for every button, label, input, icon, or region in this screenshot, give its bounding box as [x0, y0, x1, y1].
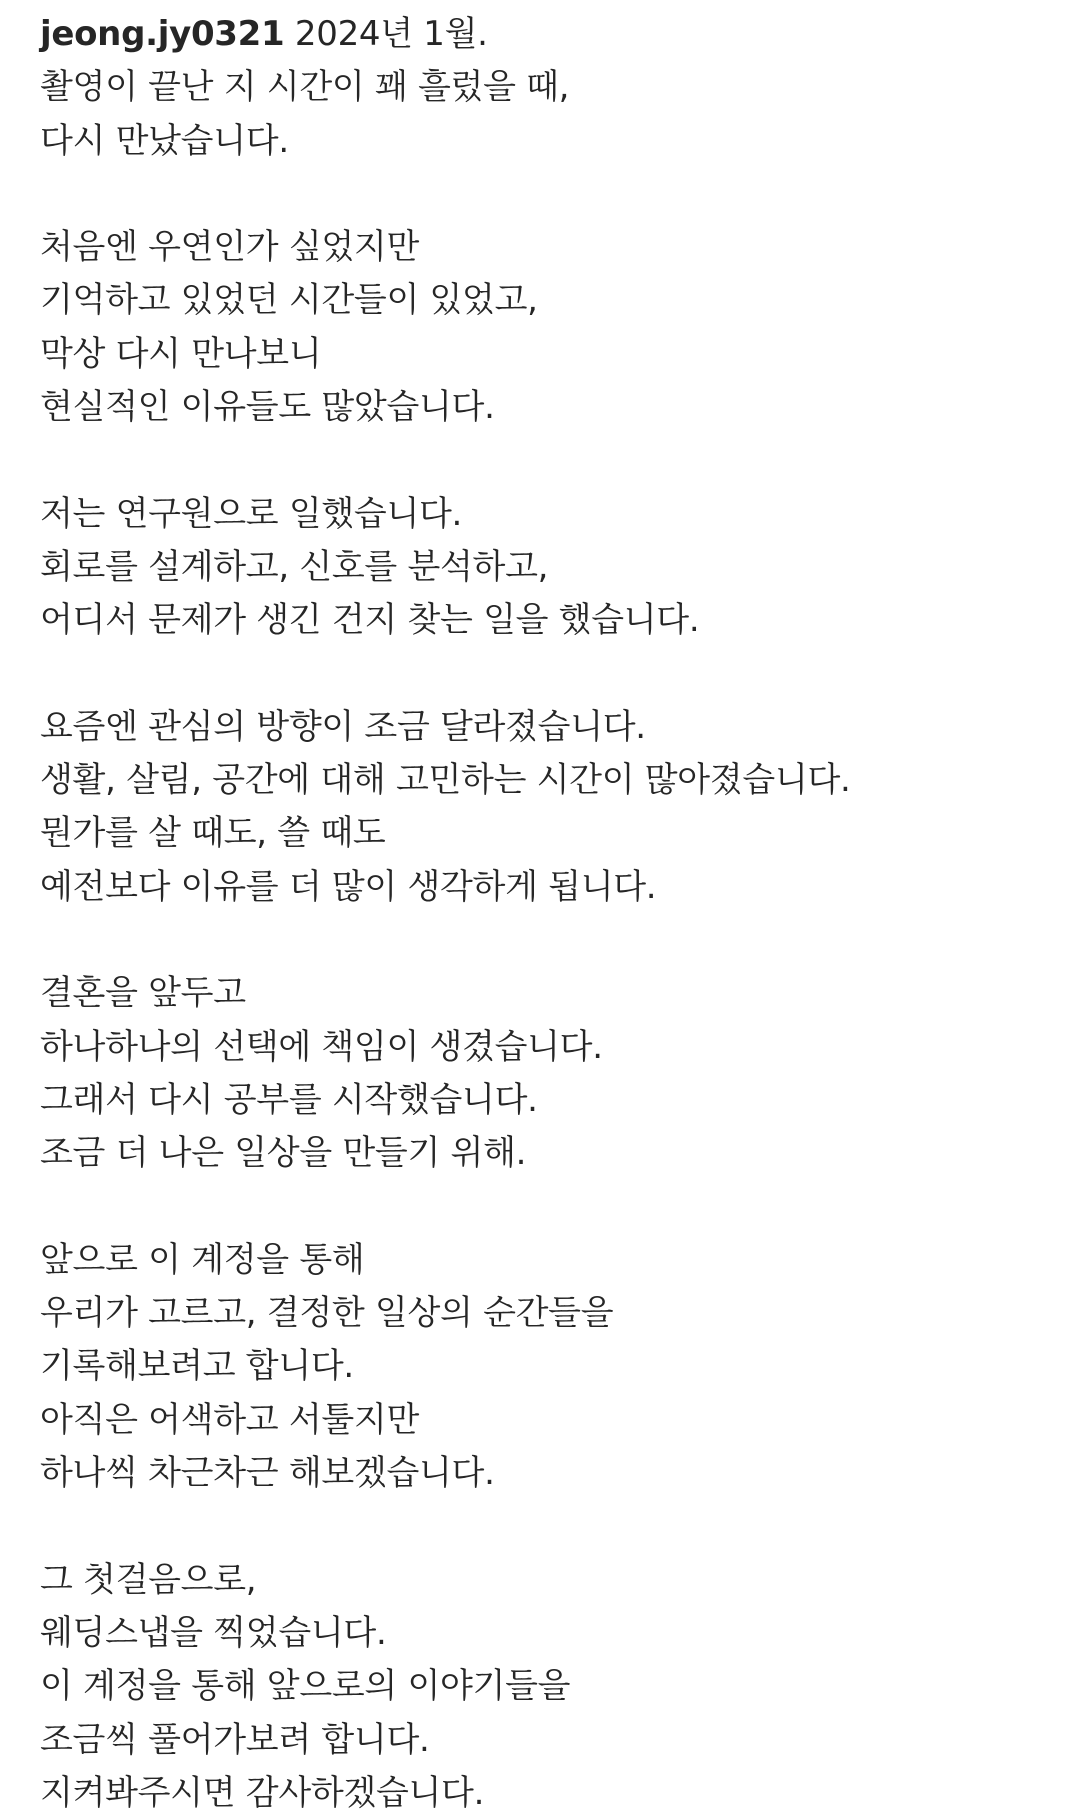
- caption-text-line: 그 첫걸음으로,: [40, 1559, 257, 1600]
- caption-text-line: 조금씩 풀어가보려 합니다.: [40, 1719, 430, 1760]
- caption-text-line: 앞으로 이 계정을 통해: [40, 1239, 365, 1280]
- post-caption: [40, 8, 1060, 1820]
- caption-text-line: 하나씩 차근차근 해보겠습니다.: [40, 1453, 495, 1494]
- caption-text-line: 막상 다시 만나보니: [40, 333, 322, 374]
- caption-text-line: 저는 연구원으로 일했습니다.: [40, 493, 463, 534]
- paragraph-gap: [40, 914, 1060, 967]
- caption-text-line: 촬영이 끝난 지 시간이 꽤 흘렀을 때,: [40, 67, 570, 108]
- caption-text-line: 생활, 살림, 공간에 대해 고민하는 시간이 많아졌습니다.: [40, 760, 851, 801]
- caption-text-line: 아직은 어색하고 서툴지만: [40, 1399, 419, 1440]
- caption-first-line: [40, 8, 1060, 61]
- paragraph-gap: [40, 1500, 1060, 1553]
- paragraph-gap: [40, 1181, 1060, 1234]
- caption-text-line: 결혼을 앞두고: [40, 973, 246, 1014]
- caption-text-line: 요즘엔 관심의 방향이 조금 달라졌습니다.: [40, 706, 646, 747]
- caption-text-line: 2024년 1월.: [294, 14, 488, 54]
- caption-text-line: 처음엔 우연인가 싶었지만: [40, 227, 419, 268]
- caption-text-line: 우리가 고르고, 결정한 일상의 순간들을: [40, 1293, 614, 1334]
- caption-text-line: 조금 더 나은 일상을 만들기 위해.: [40, 1133, 527, 1174]
- caption-text-line: 뭔가를 살 때도, 쓸 때도: [40, 813, 386, 854]
- caption-text-line: 하나하나의 선택에 책임이 생겼습니다.: [40, 1026, 603, 1067]
- caption-text-line: 지켜봐주시면 감사하겠습니다.: [40, 1772, 485, 1813]
- caption-text-line: 기록해보려고 합니다.: [40, 1346, 354, 1387]
- caption-text-line: 기억하고 있었던 시간들이 있었고,: [40, 280, 538, 321]
- caption-text-line: 그래서 다시 공부를 시작했습니다.: [40, 1079, 538, 1120]
- caption-text-line: 현실적인 이유들도 많았습니다.: [40, 387, 495, 428]
- caption-text-line: 이 계정을 통해 앞으로의 이야기들을: [40, 1666, 571, 1707]
- caption-text-line: 어디서 문제가 생긴 건지 찾는 일을 했습니다.: [40, 600, 700, 641]
- caption-text-line: 예전보다 이유를 더 많이 생각하게 됩니다.: [40, 866, 657, 907]
- caption-text-line: 웨딩스냅을 찍었습니다.: [40, 1612, 387, 1653]
- paragraph-gap: [40, 434, 1060, 487]
- paragraph-gap: [40, 168, 1060, 221]
- username-link[interactable]: jeong.jy0321: [40, 14, 285, 54]
- caption-text-line: 다시 만났습니다.: [40, 120, 289, 161]
- caption-text-line: 회로를 설계하고, 신호를 분석하고,: [40, 546, 549, 587]
- paragraph-gap: [40, 648, 1060, 701]
